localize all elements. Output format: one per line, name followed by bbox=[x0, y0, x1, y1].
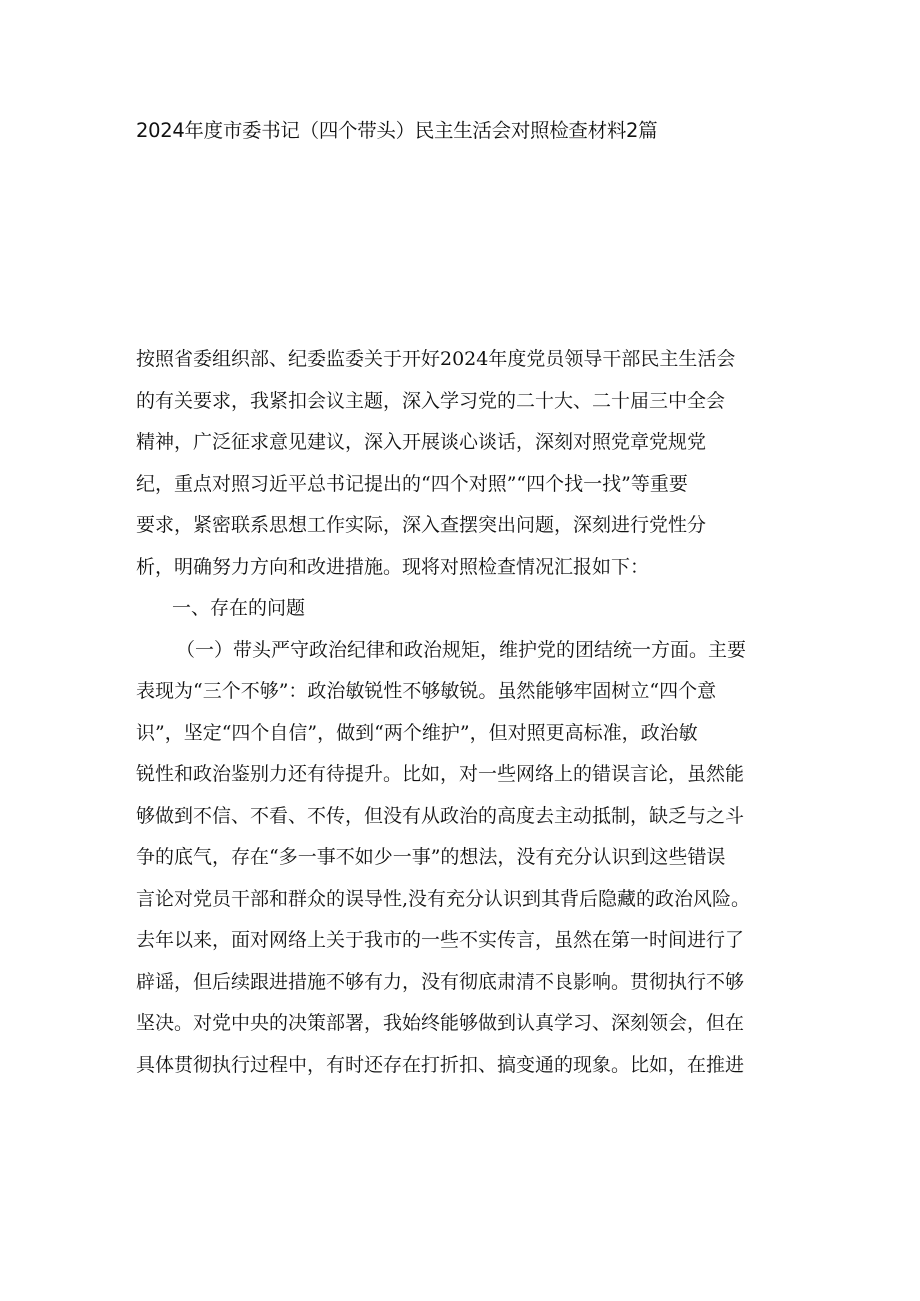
subsection-line: 去年以来，面对网络上关于我市的一些不实传言，虽然在第一时间进行了 bbox=[136, 929, 745, 951]
document-title: 2024年度市委书记（四个带头）民主生活会对照检查材料2篇 bbox=[136, 119, 658, 142]
subsection-line: 坚决。对党中央的决策部署，我始终能够做到认真学习、深刻领会，但在 bbox=[136, 1012, 745, 1034]
subsection-line: 够做到不信、不看、不传，但没有从政治的高度去主动抵制，缺乏与之斗 bbox=[136, 804, 745, 827]
intro-line: 按照省委组织部、纪委监委关于开好2024年度党员领导干部民主生活会 bbox=[136, 348, 736, 370]
intro-line: 析，明确努力方向和改进措施。现将对照检查情况汇报如下： bbox=[136, 555, 650, 578]
intro-line: 精神，广泛征求意见建议，深入开展谈心谈话，深刻对照党章党规党 bbox=[136, 431, 707, 453]
subsection-line: 争的底气，存在“多一事不如少一事”的想法，没有充分认识到这些错误 bbox=[136, 846, 726, 868]
subsection-line: 表现为“三个不够”：政治敏锐性不够敏锐。虽然能够牢固树立“四个意 bbox=[136, 680, 717, 702]
intro-line: 要求，紧密联系思想工作实际，深入查摆突出问题，深刻进行党性分 bbox=[136, 514, 707, 536]
subsection-line: 锐性和政治鉴别力还有待提升。比如，对一些网络上的错误言论，虽然能 bbox=[136, 763, 745, 785]
subsection-line: 言论对党员干部和群众的误导性,没有充分认识到其背后隐藏的政治风险。 bbox=[136, 887, 751, 910]
subsection-line: 具体贯彻执行过程中，有时还存在打折扣、搞变通的现象。比如，在推进 bbox=[136, 1053, 745, 1076]
subsection-line: 辟谣，但后续跟进措施不够有力，没有彻底肃清不良影响。贯彻执行不够 bbox=[136, 970, 745, 993]
subsection-line: （一）带头严守政治纪律和政治规矩，维护党的团结统一方面。主要 bbox=[176, 638, 747, 661]
subsection-line: 识”，坚定“四个自信”，做到“两个维护”，但对照更高标准，政治敏 bbox=[136, 721, 698, 744]
intro-line: 纪，重点对照习近平总书记提出的“四个对照”“四个找一找”等重要 bbox=[136, 472, 688, 495]
intro-line: 的有关要求，我紧扣会议主题，深入学习党的二十大、二十届三中全会 bbox=[136, 389, 726, 412]
section-heading: 一、存在的问题 bbox=[172, 597, 306, 619]
document-body bbox=[136, 339, 784, 1086]
